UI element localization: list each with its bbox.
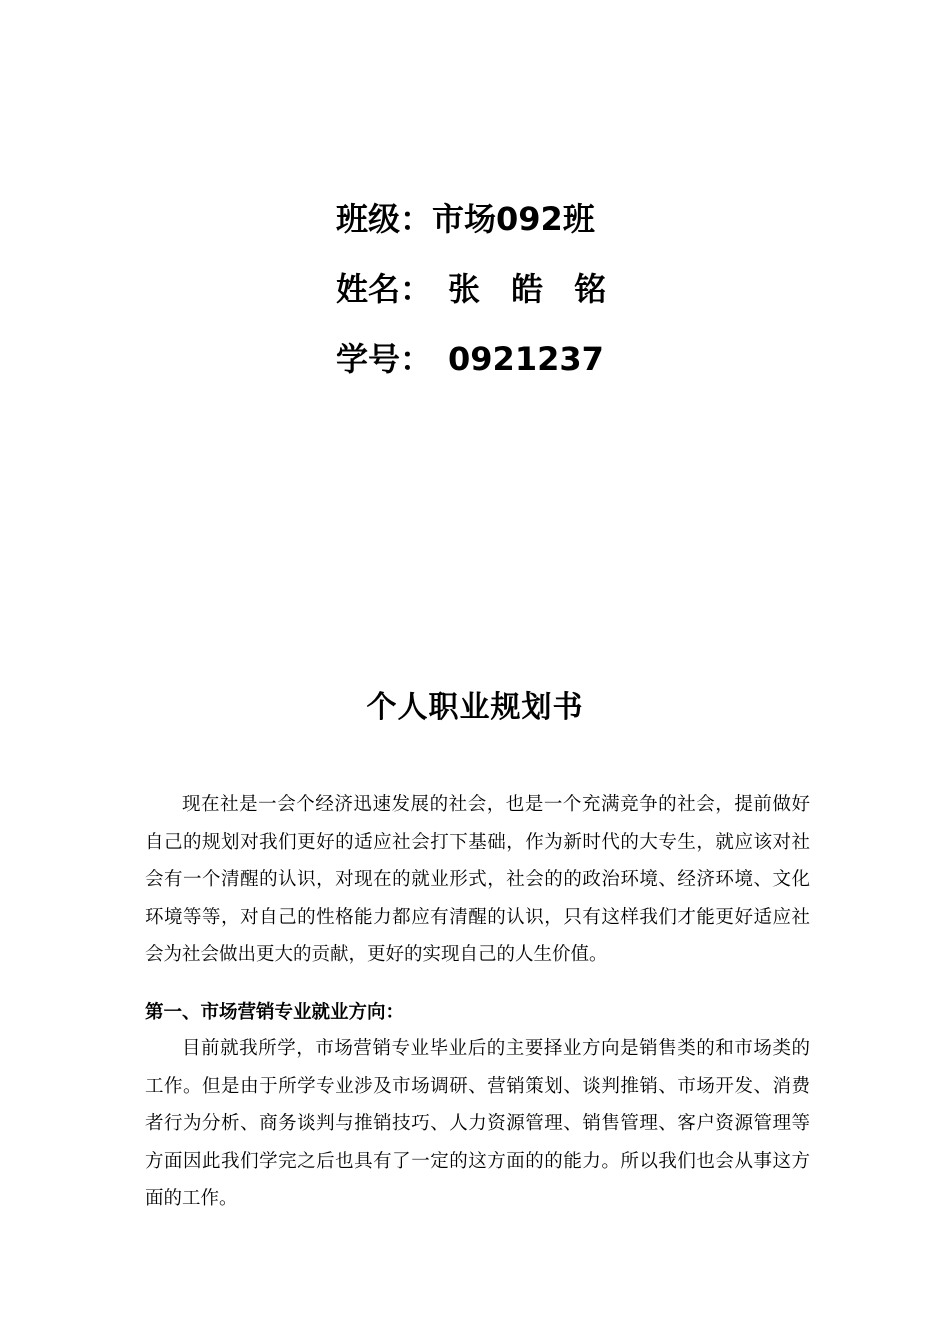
class-line <box>336 192 616 262</box>
name-line <box>336 262 616 332</box>
class-label: 班级： <box>336 200 433 238</box>
intro-paragraph: 现在社是一会个经济迅速发展的社会，也是一个充满竞争的社会，提前做好自己的规划对我们更好的适应社会打下基础，作为新时代的大专生，就应该对社会有一个清醒的认识，对现在的就业形式，社会的的政治环境、经济环境、文化环境等等，对自己的性格能力都应有清醒的认识，只有这样我们才能更好适应社会为社会做出更大的贡献，更好的实现自己的人生价值。 <box>145 794 810 965</box>
student-id-value: 0921237 <box>448 340 604 378</box>
student-id-label: 学号： <box>336 340 433 378</box>
class-value: 市场092班 <box>432 200 595 238</box>
student-id-line <box>336 332 616 402</box>
section-paragraph: 目前就我所学，市场营销专业毕业后的主要择业方向是销售类的和市场类的工作。但是由于所学专业涉及市场调研、营销策划、谈判推销、市场开发、消费者行为分析、商务谈判与推销技巧、人力资源管理、销售管理、客户资源管理等方面因此我们学完之后也具有了一定的这方面的的能力。所以我们也会从事这方面的工作。 <box>145 1038 810 1209</box>
section-heading: 第一、市场营销专业就业方向： <box>145 1002 405 1023</box>
name-value: 张 皓 铭 <box>448 270 617 308</box>
student-info <box>336 192 616 402</box>
name-label: 姓名： <box>336 270 433 308</box>
document-title: 个人职业规划书 <box>366 690 584 725</box>
